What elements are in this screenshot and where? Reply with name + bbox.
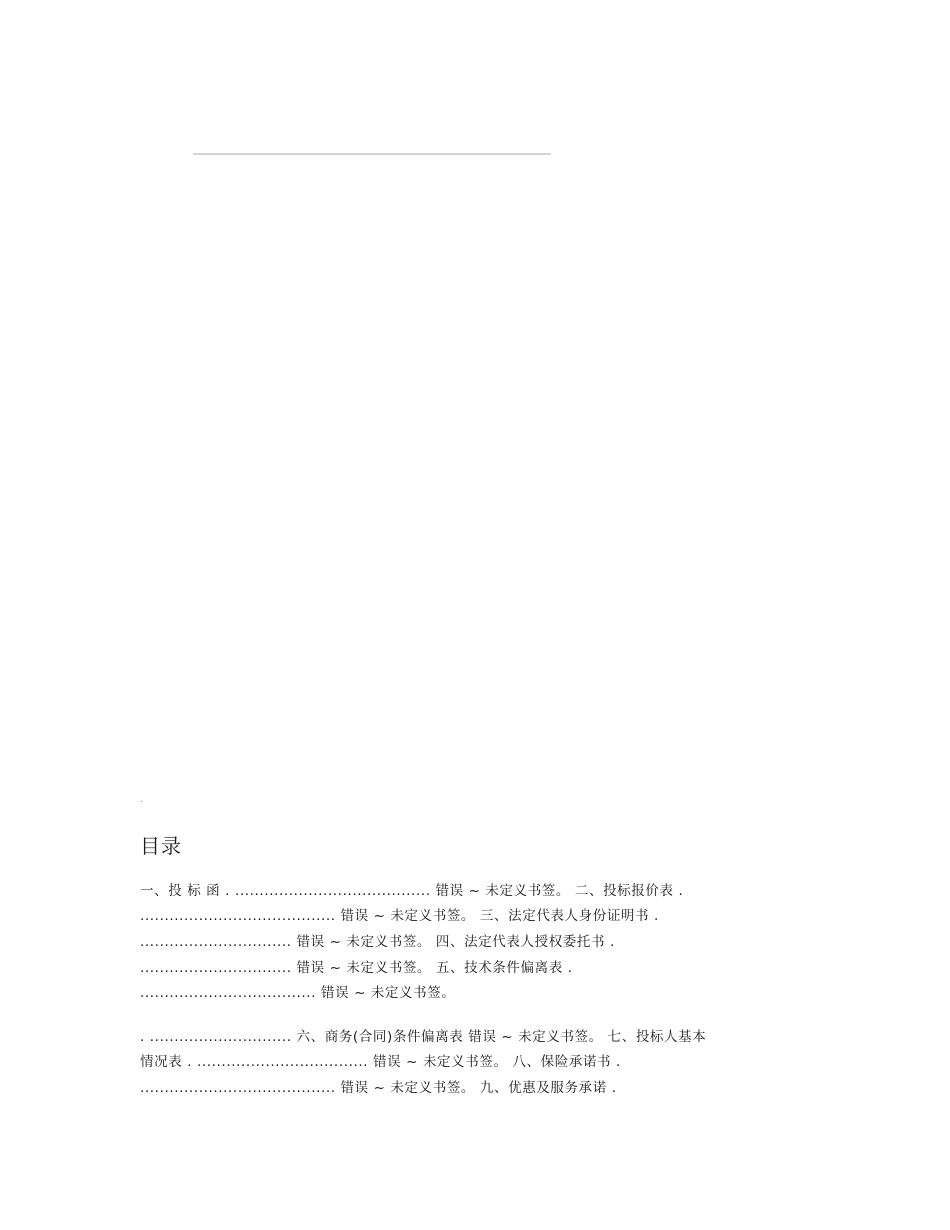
toc-line-2: ........................................ 错误 ~ 未定义书签。 三、法定代表人身份证明书 .: [140, 908, 659, 924]
toc-title: 目录: [140, 834, 182, 858]
stray-mark: .: [140, 795, 143, 804]
toc-line-8: ........................................ 错误 ~ 未定义书签。 九、优惠及服务承诺 .: [140, 1080, 617, 1096]
toc-line-7: 情况表 . ................................... 错误 ~ 未定义书签。 八、保险承诺书 .: [140, 1054, 621, 1070]
toc-line-6: . ............................. 六、商务(合同)条件偏离表 错误 ~ 未定义书签。 七、投标人基本: [140, 1029, 707, 1045]
toc-line-4: ............................... 错误 ~ 未定义书签。 五、技术条件偏离表 .: [140, 960, 573, 976]
toc-line-5: .................................... 错误 ~ 未定义书签。: [140, 985, 456, 1001]
toc-line-3: ............................... 错误 ~ 未定义书签。 四、法定代表人授权委托书 .: [140, 934, 615, 950]
toc-line-1: 一、投 标 函 . ........................................ 错误 ~ 未定义书签。 二、投标报价表 .: [140, 883, 684, 899]
top-horizontal-rule: [193, 153, 551, 155]
